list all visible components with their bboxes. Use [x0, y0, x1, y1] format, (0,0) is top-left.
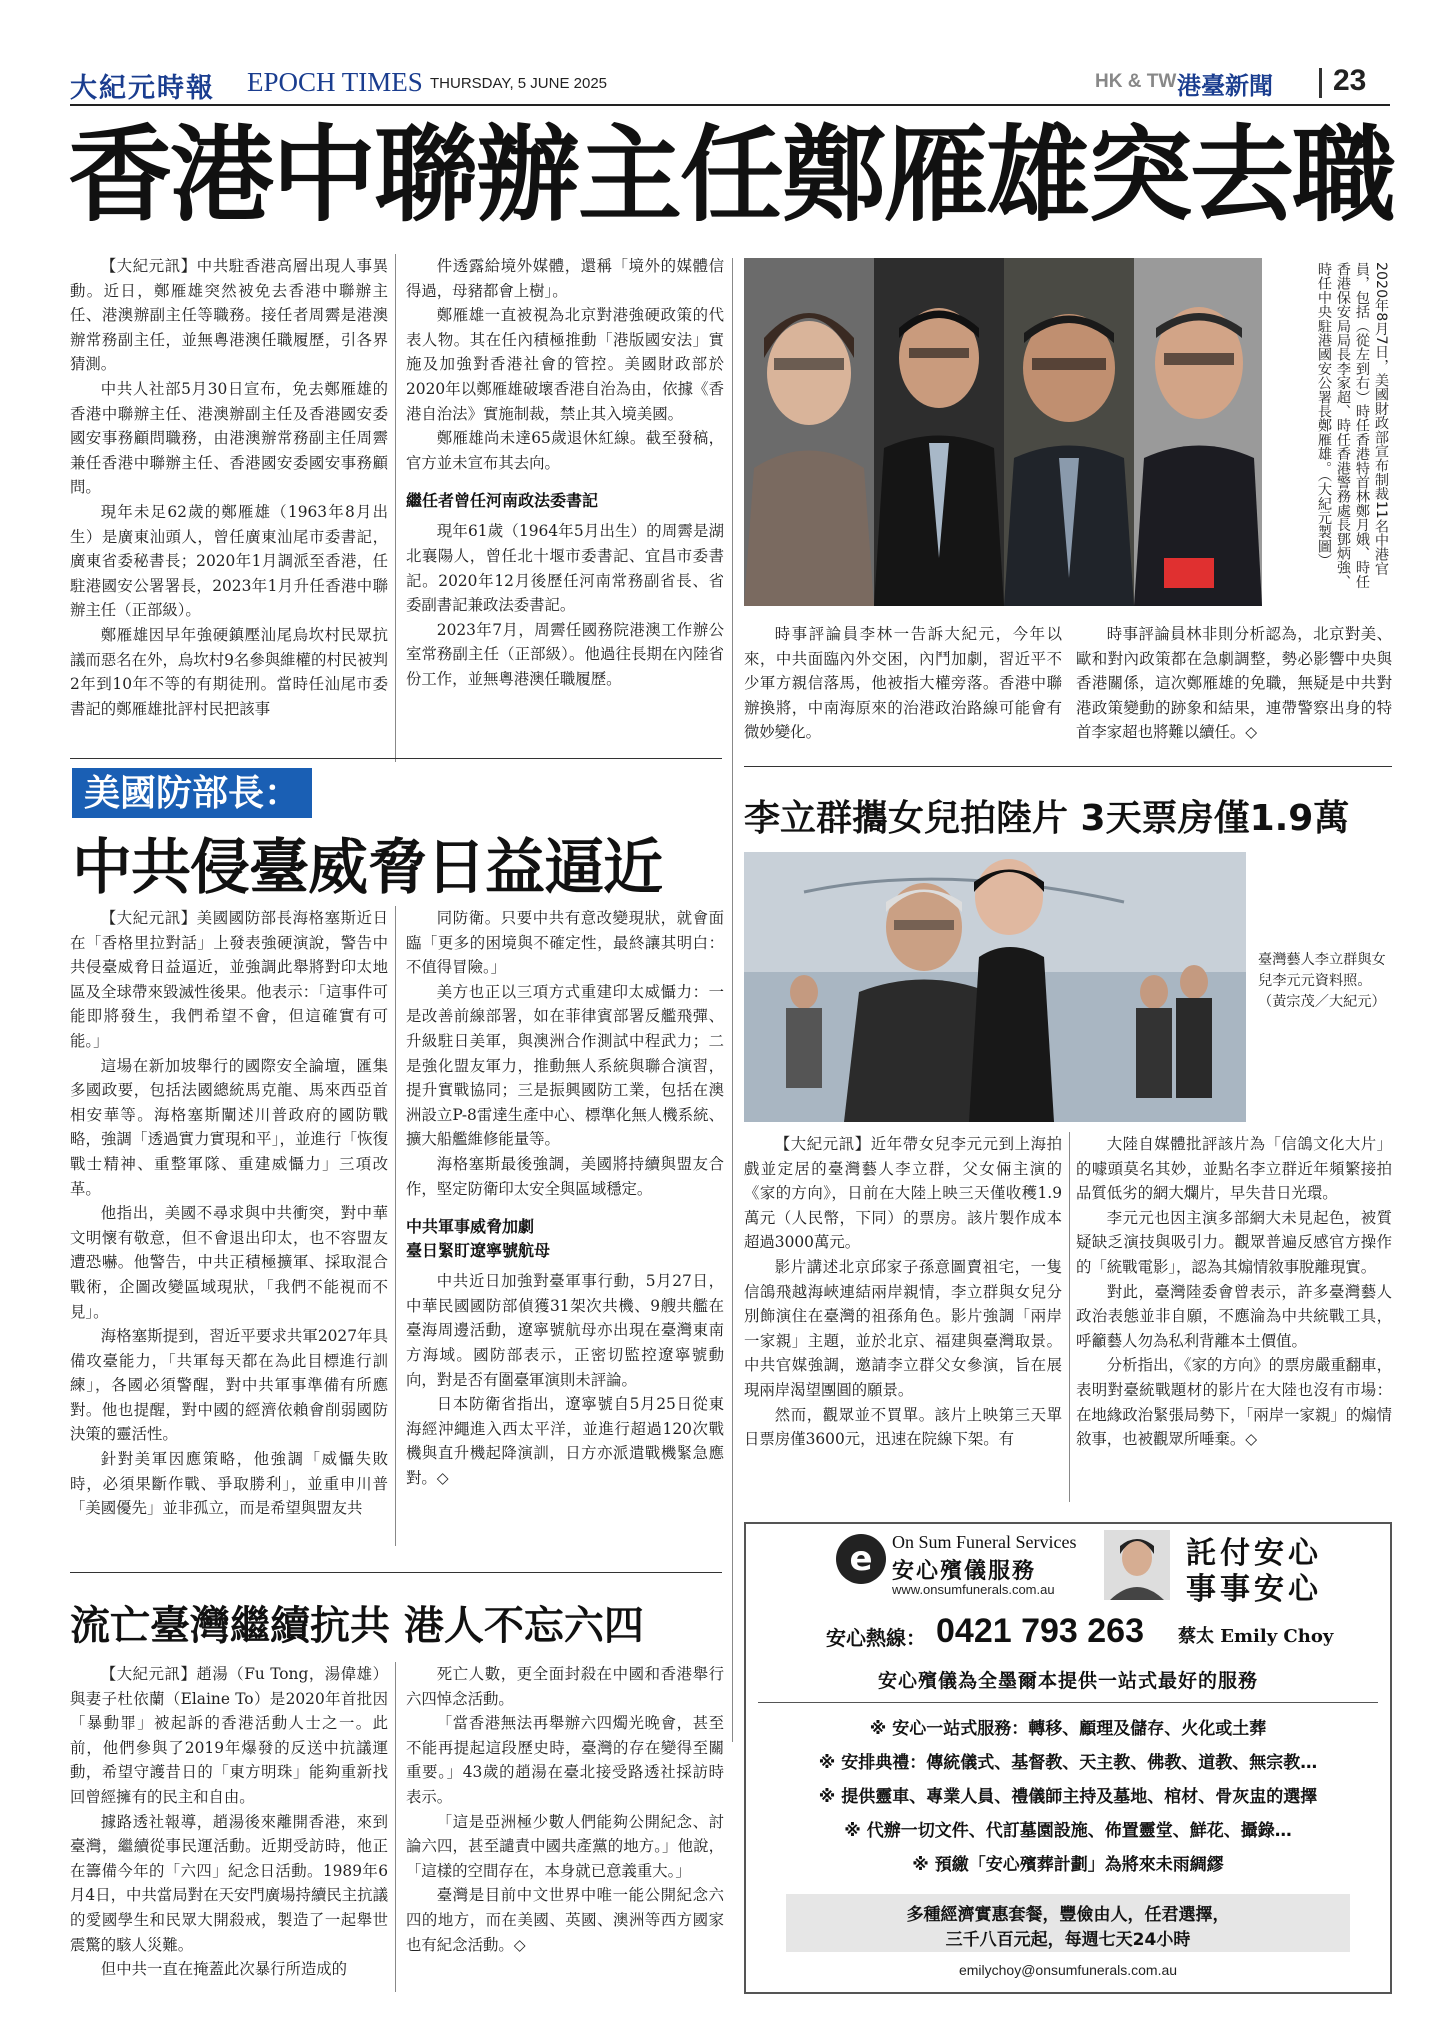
section-label-en: HK & TW — [1095, 71, 1177, 92]
paragraph: 大陸自媒體批評該片為「信鴿文化大片」的噱頭莫名其妙，並點名李立群近年頻繁接拍品質低劣的網大爛片，早失昔日光環。 — [1076, 1135, 1392, 1203]
section-rule — [70, 1572, 722, 1573]
company-name-zh: 安心殯儀服務 — [892, 1558, 1037, 1584]
column-rule — [732, 258, 733, 1742]
contact-portrait — [1104, 1530, 1170, 1600]
column-rule — [395, 1662, 396, 1992]
ad-slogan-1: 託付安心 — [1186, 1536, 1322, 1571]
article4-col1 — [744, 1132, 1062, 1452]
company-website[interactable]: www.onsumfunerals.com.au — [892, 1582, 1055, 1597]
funeral-ad — [744, 1522, 1392, 1994]
column-rule — [1069, 1132, 1070, 1502]
paragraph: 分析指出，《家的方向》的票房嚴重翻車，表明對臺統戰題材的影片在大陸也沒有市場：在地緣政治緊張局勢下，「兩岸一家親」的煽情敘事，也被觀眾所唾棄。◇ — [1076, 1356, 1392, 1449]
hotline-number[interactable]: 0421 793 263 — [936, 1612, 1144, 1650]
paragraph: 【大紀元訊】近年帶女兒李元元到上海拍戲並定居的臺灣藝人李立群，父女倆主演的《家的方向》，日前在大陸上映三天僅收穫1.9萬元（人民幣，下同）的票房。該片製作成本超過3000萬元。 — [744, 1135, 1062, 1252]
paragraph: 李元元也因主演多部網大未見起色，被質疑缺乏演技與吸引力。觀眾普遍反感官方操作的「統戰電影」，認為其煽情敘事脫離現實。 — [1076, 1208, 1392, 1276]
paragraph: 這場在新加坡舉行的國際安全論壇，匯集多國政要，包括法國總統馬克龍、馬來西亞首相安華等。海格塞斯闡述川普政府的國防戰略，強調「透過實力實現和平」，並進行「恢復戰士精神、重整軍隊、重建威懾力」三項改革。 — [70, 1056, 388, 1198]
page-number: 23 — [1333, 64, 1367, 97]
paragraph: 針對美軍因應策略，他強調「威懾失敗時，必須果斷作戰、爭取勝利」，並重申川普「美國優先」並非孤立，而是希望與盟友共 — [70, 1450, 388, 1518]
paragraph: 影片講述北京邱家子孫意圖賣祖宅，一隻信鴿飛越海峽連結兩岸親情，李立群與女兒分別飾演住在臺灣的祖孫角色。影片強調「兩岸一家親」主題，並於北京、福建與臺灣取景。中共官媒強調，邀請李立群父女參演，旨在展現兩岸渴望團圓的願景。 — [744, 1257, 1062, 1399]
paragraph: 時事評論員林非則分析認為，北京對美、歐和對內政策都在急劇調整，勢必影響中央與香港關係，這次鄭雁雄的免職，無疑是中共對港政策變動的跡象和結果，連帶警察出身的特首李家超也將難以續任。◇ — [1076, 625, 1392, 742]
e-logo-icon — [836, 1534, 886, 1584]
ad-service-item: ※ 安心一站式服務：轉移、顧理及儲存、火化或土葬 — [869, 1719, 1267, 1739]
masthead-logo: 大紀元時報 — [70, 73, 215, 104]
article3-col1 — [70, 1662, 388, 1982]
column-rule — [395, 906, 396, 1546]
paragraph: 現年61歲（1964年5月出生）的周霽是湖北襄陽人，曾任北十堰市委書記、宜昌市委書記。2020年12月後歷任河南常務副省長、省委副書記兼政法委書記。 — [406, 522, 724, 615]
article1-subhead: 繼任者曾任河南政法委書記 — [406, 491, 599, 511]
article2-col2 — [406, 906, 724, 1490]
section-label-zh: 港臺新聞 — [1177, 71, 1273, 100]
actor-photo-caption: 臺灣藝人李立群與女兒李元元資料照。（黃宗茂／大紀元） — [1258, 952, 1386, 1010]
paragraph: 鄭雁雄因早年強硬鎮壓汕尾烏坎村民眾抗議而惡名在外，烏坎村9名參與維權的村民被判2年到10年不等的有期徒刑。當時任汕尾市委書記的鄭雁雄批評村民把該事 — [70, 625, 388, 718]
contact-email[interactable]: emilychoy@onsumfunerals.com.au — [958, 1962, 1178, 1978]
paragraph: 同防衛。只要中共有意改變現狀，就會面臨「更多的困境與不確定性，最終讓其明白：不值得冒險。」 — [406, 909, 724, 977]
paragraph: 但中共一直在掩蓋此次暴行所造成的 — [100, 1960, 348, 1979]
paragraph: 【大紀元訊】中共駐香港高層出現人事異動。近日，鄭雁雄突然被免去香港中聯辦主任、港澳辦副主任等職務。接任者周霽是港澳辦常務副主任，並無粵港澳任職履歷，引各界猜測。 — [70, 257, 388, 374]
article1-col1 — [70, 254, 388, 721]
paragraph: 時事評論員李林一告訴大紀元，今年以來，中共面臨內外交困，內鬥加劇，習近平不少軍方親信落馬，他被指大權旁落。香港中聯辦換將，中南海原來的治港政治路線可能會有微妙變化。 — [744, 625, 1062, 742]
paragraph: 2023年7月，周霽任國務院港澳工作辦公室常務副主任（正部級）。他過往長期在內陸省份工作，並無粵港澳任職履歷。 — [406, 620, 724, 688]
article2-subhead-1: 中共軍事威脅加劇 — [406, 1217, 535, 1237]
column-rule — [395, 254, 396, 762]
ad-tagline: 安心殯儀為全墨爾本提供一站式最好的服務 — [877, 1670, 1258, 1692]
article2-col1 — [70, 906, 388, 1521]
ad-service-item: ※ 代辦一切文件、代訂墓園設施、佈置靈堂、鮮花、攝錄… — [844, 1821, 1292, 1841]
offer-line-2: 三千八百元起，每週七天24小時 — [945, 1930, 1191, 1950]
ad-service-item: ※ 提供靈車、專業人員、禮儀師主持及墓地、棺材、骨灰盅的選擇 — [818, 1787, 1318, 1807]
paragraph: 然而，觀眾並不買單。該片上映第三天單日票房僅3600元，迅速在院線下架。有 — [744, 1405, 1062, 1449]
paragraph: 美方也正以三項方式重建印太威懾力：一是改善前線部署，如在菲律賓部署反艦飛彈、升級駐日美軍，與澳洲合作測試中程武力；二是強化盟友軍力，推動無人系統與聯合演習，提升實戰協同；三是振興國防工業，包括在澳洲設立P-8雷達生產中心、標準化無人機系統、擴大船艦維修能量等。 — [406, 982, 724, 1149]
paragraph: 「當香港無法再舉辦六四燭光晚會，甚至不能再提起這段歷史時，臺灣的存在變得至關重要。」43歲的趙湯在臺北接受路透社採訪時表示。 — [406, 1714, 724, 1806]
ad-slogan-2: 事事安心 — [1186, 1572, 1322, 1607]
actor-photo — [744, 852, 1246, 1122]
contact-name: 蔡太 Emily Choy — [1178, 1626, 1334, 1647]
paragraph: 對此，臺灣陸委會曾表示，許多臺灣藝人政治表態並非自願，不應淪為中共統戰工具，呼籲藝人勿為私利背離本土價值。 — [1076, 1282, 1392, 1350]
ad-service-item: ※ 安排典禮：傳統儀式、基督教、天主教、佛教、道教、無宗教… — [818, 1753, 1318, 1773]
article2-subhead-2: 臺日緊盯遼寧號航母 — [406, 1241, 551, 1261]
paragraph: 海格塞斯最後強調，美國將持續與盟友合作，堅定防衛印太安全與區域穩定。 — [406, 1154, 724, 1198]
article4-col2 — [1076, 1132, 1392, 1452]
article3-headline: 流亡臺灣繼續抗共 港人不忘六四 — [70, 1603, 644, 1649]
company-logo — [836, 1534, 886, 1584]
hotline-label: 安心熱線： — [826, 1626, 926, 1650]
section-rule — [744, 766, 1392, 767]
article2-tag: 美國防部長： — [72, 768, 312, 818]
paragraph: 中共近日加強對臺軍事行動，5月27日，中華民國國防部偵獲31架次共機、9艘共艦在臺海周邊活動，遼寧號航母亦出現在臺灣東南方海域。國防部表示，正密切監控遼寧號動向，對是否有圍臺軍演則未評論。 — [406, 1272, 724, 1389]
paragraph: 【大紀元訊】美國國防部長海格塞斯近日在「香格里拉對話」上發表強硬演說，警告中共侵臺威脅日益逼近，並強調此舉將對印太地區及全球帶來毀滅性後果。他表示：「這事件可能即將發生，我們希望不會，但這確實有可能。」 — [70, 909, 388, 1050]
offer-line-1: 多種經濟實惠套餐，豐儉由人，任君選擇， — [906, 1905, 1230, 1925]
paragraph: 他指出，美國不尋求與中共衝突，對中華文明懷有敬意，但不會退出印太，也不容盟友遭恐嚇。他警告，中共正積極擴軍、採取混合戰術，企圖改變區域現狀，「我們不能視而不見」。 — [70, 1204, 388, 1321]
paragraph: 鄭雁雄尚未達65歲退休紅線。截至發稿，官方並未宣布其去向。 — [406, 429, 724, 472]
paragraph: 現年未足62歲的鄭雁雄（1963年8月出生）是廣東汕頭人，曾任廣東汕尾市委書記，廣東省委秘書長；2020年1月調派至香港，任駐港國安公署署長，2023年1月升任香港中聯辦主任（正部級）。 — [70, 502, 388, 620]
paragraph: 海格塞斯提到，習近平要求共軍2027年具備攻臺能力，「共軍每天都在為此目標進行訓練」，各國必須警醒，對中共軍事準備有所應對。他也提醒，對中國的經濟依賴會削弱國防決策的靈活性。 — [70, 1327, 388, 1444]
article2-headline: 中共侵臺威脅日益逼近 — [72, 833, 662, 903]
masthead-name-en: EPOCH TIMES — [247, 67, 423, 97]
offer-box — [786, 1894, 1350, 1952]
article1-col4 — [1076, 622, 1392, 745]
company-name-en: On Sum Funeral Services — [892, 1532, 1077, 1552]
paragraph: 「這是亞洲極少數人們能夠公開紀念、討論六四，甚至譴責中國共產黨的地方。」他說，「這樣的空間存在，本身就已意義重大。」 — [406, 1812, 724, 1880]
paragraph: 【大紀元訊】趙湯（Fu Tong，湯偉雄）與妻子杜依蘭（Elaine To）是2020年首批因「暴動罪」被起訴的香港活動人士之一。此前，他們參與了2019年爆發的反送中抗議運動，希望守護昔日的「東方明珠」能夠重新找回曾經擁有的民主和自由。 — [70, 1665, 388, 1806]
section-divider — [1319, 68, 1322, 98]
article3-col2 — [406, 1662, 724, 1957]
article1-col2 — [406, 254, 724, 692]
article4-headline: 李立群攜女兒拍陸片 3天票房僅1.9萬 — [744, 798, 1350, 839]
actor-photo-art — [744, 852, 1246, 1122]
masthead-rule — [70, 104, 1390, 106]
ad-rule — [758, 1702, 1378, 1703]
section-rule — [70, 758, 722, 759]
officials-photo-art — [744, 258, 1262, 606]
person-icon — [1104, 1530, 1170, 1600]
officials-photo — [744, 258, 1262, 606]
issue-date: THURSDAY, 5 JUNE 2025 — [430, 75, 608, 92]
ad-service-item: ※ 預繳「安心殯葬計劃」為將來未雨綢繆 — [912, 1855, 1224, 1875]
paragraph: 臺灣是目前中文世界中唯一能公開紀念六四的地方，而在美國、英國、澳洲等西方國家也有紀念活動。◇ — [406, 1886, 724, 1954]
paragraph: 鄭雁雄一直被視為北京對港強硬政策的代表人物。其在任內積極推動「港版國安法」實施及加強對香港社會的管控。美國財政部於2020年以鄭雁雄破壞香港自治為由，依據《香港自治法》實施制裁，禁止其入境美國。 — [406, 306, 724, 423]
photo-caption: 2020年8月7日，美國財政部宣布制裁11名中港官員，包括（從左到右）時任香港特首林鄭月娥、時任香港保安局局長李家超、時任香港警務處長鄧炳強、時任中央駐港國安公署長鄭雁雄。（大紀元製圖） — [1316, 262, 1389, 589]
paragraph: 日本防衛省指出，遼寧號自5月25日從東海經沖繩進入西太平洋，並進行超過120次戰機與直升機起降演訓，日方亦派遣戰機緊急應對。◇ — [406, 1395, 724, 1487]
paragraph: 據路透社報導，趙湯後來離開香港，來到臺灣，繼續從事民運活動。近期受訪時，他正在籌備今年的「六四」紀念日活動。1989年6月4日，中共當局對在天安門廣場持續民主抗議的愛國學生和民眾大開殺戒，製造了一起舉世震驚的駭人災難。 — [70, 1812, 388, 1954]
paragraph: 中共人社部5月30日宣布，免去鄭雁雄的香港中聯辦主任、港澳辦副主任及香港國安委國安事務顧問職務，由港澳辦常務副主任周霽兼任香港中聯辦主任、香港國安委國安事務顧問。 — [70, 379, 388, 497]
article1-col3 — [744, 622, 1062, 745]
paragraph: 死亡人數，更全面封殺在中國和香港舉行六四悼念活動。 — [406, 1665, 724, 1708]
svg-text:e: e — [849, 1539, 873, 1579]
paragraph: 件透露給境外媒體，還稱「境外的媒體信得過，母豬都會上樹」。 — [406, 257, 724, 300]
main-headline: 香港中聯辦主任鄭雁雄突去職 — [68, 113, 1395, 236]
